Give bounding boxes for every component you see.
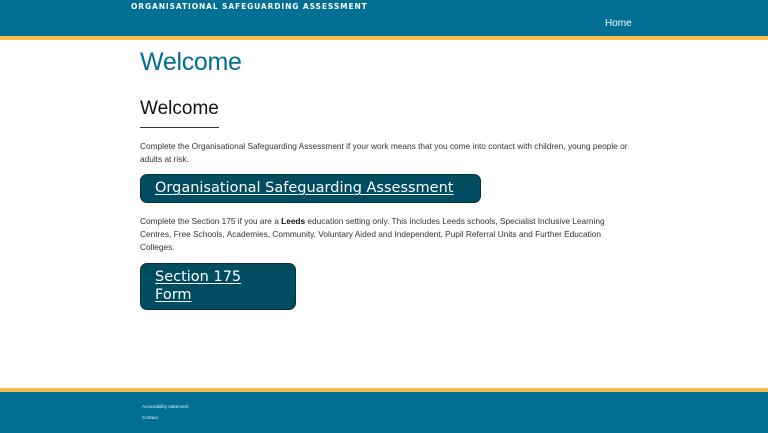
section-title: Welcome	[140, 98, 219, 119]
footer-contact-link[interactable]: Contact	[142, 415, 158, 420]
s175-text-bold: Leeds	[281, 216, 306, 227]
nav-home-link[interactable]: Home	[605, 18, 632, 29]
site-footer	[0, 388, 768, 433]
s175-form-button[interactable]: Section 175 Form	[140, 263, 296, 310]
s175-text-before: Complete the Section 175 if you are a	[140, 216, 282, 227]
site-title: ORGANISATIONAL SAFEGUARDING ASSESSMENT	[131, 2, 368, 11]
page-title: Welcome	[140, 48, 242, 76]
s175-intro-text	[140, 215, 630, 253]
osa-intro-text: Complete the Organisational Safeguarding Assessment if your work means that you come into contact with children, young people or adults at risk.	[140, 141, 628, 164]
main-content	[140, 40, 630, 310]
s175-text-after: education setting only. This includes Leeds schools, Specialist Inclusive Learning Centres, Free Schools, Academies, Community, Voluntary Aided and Independent, Pupil Referral Units and Further Education Colleges.	[140, 216, 605, 252]
osa-button[interactable]: Organisational Safeguarding Assessment	[140, 174, 481, 203]
site-header	[0, 0, 768, 40]
footer-accessibility-link[interactable]: Accessibility statement	[142, 404, 189, 409]
title-underline-divider	[140, 127, 219, 128]
